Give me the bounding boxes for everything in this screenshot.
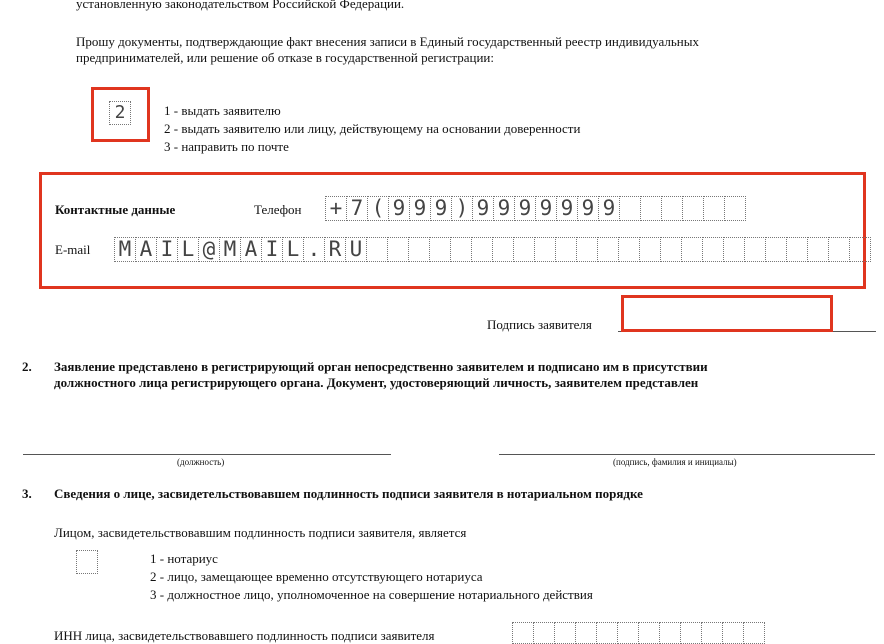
section-2-number: 2. <box>22 359 32 374</box>
section-3-title: Сведения о лице, засвидетельствовавшем подлинность подписи заявителя в нотариальном порядке <box>54 486 643 501</box>
char-cell[interactable] <box>471 237 493 262</box>
position-caption: (должность) <box>177 457 225 467</box>
char-cell[interactable]: 9 <box>472 196 494 221</box>
inn-label: ИНН лица, засвидетельствовавшего подлинность подписи заявителя <box>54 628 435 643</box>
char-cell[interactable]: ( <box>367 196 389 221</box>
sign-name-line[interactable] <box>499 454 875 455</box>
char-cell[interactable] <box>555 237 577 262</box>
char-cell[interactable]: A <box>135 237 157 262</box>
char-cell[interactable] <box>702 237 724 262</box>
char-cell[interactable]: . <box>303 237 325 262</box>
char-cell[interactable] <box>534 237 556 262</box>
char-cell[interactable]: + <box>325 196 347 221</box>
delivery-code-field[interactable] <box>109 101 130 125</box>
witness-option-2: 2 - лицо, замещающее временно отсутствующего нотариуса <box>150 569 483 584</box>
char-cell[interactable]: 9 <box>598 196 620 221</box>
char-cell[interactable]: A <box>240 237 262 262</box>
char-cell[interactable]: 7 <box>346 196 368 221</box>
contacts-heading: Контактные данные <box>55 202 176 217</box>
char-cell[interactable] <box>387 237 409 262</box>
char-cell[interactable] <box>682 196 704 221</box>
position-line[interactable] <box>23 454 391 455</box>
char-cell[interactable] <box>765 237 787 262</box>
witness-option-3: 3 - должностное лицо, уполномоченное на совершение нотариального действия <box>150 587 593 602</box>
char-cell[interactable]: @ <box>198 237 220 262</box>
char-cell[interactable]: 9 <box>493 196 515 221</box>
char-cell[interactable]: L <box>177 237 199 262</box>
char-cell[interactable] <box>450 237 472 262</box>
section-2-line-2: должностного лица регистрирующего органа. Документ, удостоверяющий личность, заявителем представлен <box>54 375 699 390</box>
char-cell[interactable]: 9 <box>556 196 578 221</box>
char-cell[interactable] <box>597 237 619 262</box>
intro-para-line-1: Прошу документы, подтверждающие факт внесения записи в Единый государственный реестр индивидуальных <box>76 34 699 49</box>
char-cell[interactable]: 9 <box>430 196 452 221</box>
phone-label: Телефон <box>254 202 302 217</box>
char-cell[interactable] <box>807 237 829 262</box>
delivery-option-3: 3 - направить по почте <box>164 139 289 154</box>
delivery-option-2: 2 - выдать заявителю или лицу, действующему на основании доверенности <box>164 121 581 136</box>
char-cell[interactable] <box>723 237 745 262</box>
char-cell[interactable]: R <box>324 237 346 262</box>
char-cell[interactable]: M <box>114 237 136 262</box>
phone-field[interactable] <box>325 196 745 221</box>
char-cell[interactable] <box>513 237 535 262</box>
intro-line-0: установленную законодательством Российской Федерации. <box>76 0 405 11</box>
delivery-option-1: 1 - выдать заявителю <box>164 103 281 118</box>
char-cell[interactable] <box>661 196 683 221</box>
char-cell[interactable] <box>681 237 703 262</box>
char-cell[interactable] <box>408 237 430 262</box>
signature-field[interactable] <box>621 295 833 332</box>
char-cell[interactable]: ) <box>451 196 473 221</box>
char-cell[interactable]: 9 <box>388 196 410 221</box>
witness-code-field[interactable] <box>76 550 97 574</box>
char-cell[interactable] <box>724 196 746 221</box>
char-cell[interactable]: 9 <box>577 196 599 221</box>
char-cell[interactable]: I <box>261 237 283 262</box>
email-field[interactable] <box>114 237 870 262</box>
witness-code-cell[interactable] <box>76 550 98 574</box>
section-3-number: 3. <box>22 486 32 501</box>
char-cell[interactable] <box>703 196 725 221</box>
section-2-line-1: Заявление представлено в регистрирующий орган непосредственно заявителем и подписано им в присутствии <box>54 359 708 374</box>
char-cell[interactable] <box>660 237 682 262</box>
char-cell[interactable] <box>576 237 598 262</box>
char-cell[interactable]: M <box>219 237 241 262</box>
char-cell[interactable] <box>619 196 641 221</box>
contacts-highlight <box>39 172 866 289</box>
char-cell[interactable]: 9 <box>514 196 536 221</box>
char-cell[interactable] <box>828 237 850 262</box>
delivery-code-cell[interactable]: 2 <box>109 101 131 125</box>
char-cell[interactable] <box>849 237 871 262</box>
char-cell[interactable]: 9 <box>409 196 431 221</box>
char-cell[interactable] <box>639 237 661 262</box>
char-cell[interactable]: U <box>345 237 367 262</box>
witness-option-1: 1 - нотариус <box>150 551 218 566</box>
char-cell[interactable]: 9 <box>535 196 557 221</box>
char-cell[interactable] <box>640 196 662 221</box>
char-cell[interactable] <box>618 237 640 262</box>
char-cell[interactable] <box>492 237 514 262</box>
char-cell[interactable] <box>744 237 766 262</box>
sign-name-caption: (подпись, фамилия и инициалы) <box>613 457 737 467</box>
email-label: E-mail <box>55 242 91 257</box>
char-cell[interactable]: L <box>282 237 304 262</box>
char-cell[interactable] <box>429 237 451 262</box>
char-cell[interactable] <box>366 237 388 262</box>
signature-label: Подпись заявителя <box>487 317 592 332</box>
witness-intro: Лицом, засвидетельствовавшим подлинность подписи заявителя, является <box>54 525 467 540</box>
char-cell[interactable]: I <box>156 237 178 262</box>
char-cell[interactable] <box>786 237 808 262</box>
intro-para-line-2: предпринимателей, или решение об отказе в государственной регистрации: <box>76 50 494 65</box>
